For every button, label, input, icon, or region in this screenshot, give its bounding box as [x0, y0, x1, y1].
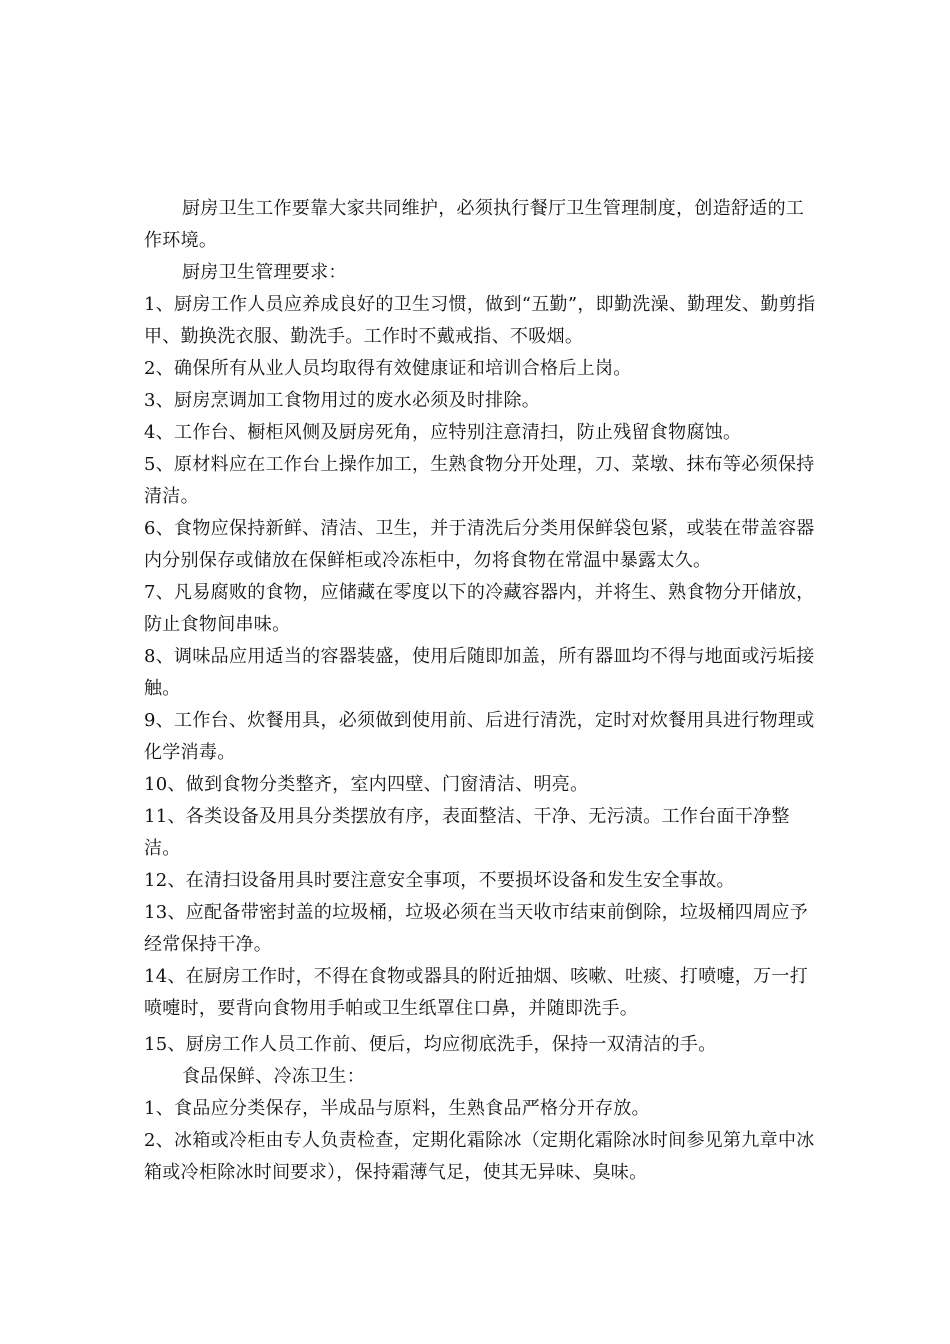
- list-item: 11、各类设备及用具分类摆放有序，表面整洁、干净、无污渍。工作台面干净整洁。: [144, 806, 790, 859]
- list-item: 5、原材料应在工作台上操作加工，生熟食物分开处理，刀、菜墩、抹布等必须保持清洁。: [144, 454, 815, 507]
- list-item: 12、在清扫设备用具时要注意安全事项，不要损坏设备和发生安全事故。: [144, 870, 735, 891]
- list-item: 6、食物应保持新鲜、清洁、卫生，并于清洗后分类用保鲜袋包紧，或装在带盖容器内分别保存或储放在保鲜柜或冷冻柜中，勿将食物在常温中暴露太久。: [144, 518, 815, 571]
- list-item: 8、调味品应用适当的容器装盛，使用后随即加盖，所有器皿均不得与地面或污垢接触。: [144, 646, 815, 699]
- intro-paragraph: 厨房卫生工作要靠大家共同维护，必须执行餐厅卫生管理制度，创造舒适的工作环境。: [144, 198, 805, 251]
- list-item: 4、工作台、橱柜风侧及厨房死角，应特别注意清扫，防止残留食物腐蚀。: [144, 422, 742, 443]
- list-item: 15、厨房工作人员工作前、便后，均应彻底洗手，保持一双清洁的手。: [144, 1034, 717, 1055]
- list-item: 1、厨房工作人员应养成良好的卫生习惯，做到“五勤”，即勤洗澡、勤理发、勤剪指甲、勤换洗衣服、勤洗手。工作时不戴戒指、不吸烟。: [144, 294, 816, 347]
- list-item: 14、在厨房工作时，不得在食物或器具的附近抽烟、咳嗽、吐痰、打喷嚏，万一打喷嚏时，要背向食物用手帕或卫生纸罩住口鼻，并随即洗手。: [144, 966, 809, 1019]
- list-item: 2、确保所有从业人员均取得有效健康证和培训合格后上岗。: [144, 358, 632, 379]
- section-heading-food-storage: 食品保鲜、冷冻卫生：: [182, 1066, 365, 1087]
- list-item: 1、食品应分类保存，半成品与原料，生熟食品严格分开存放。: [144, 1098, 650, 1119]
- list-item: 7、凡易腐败的食物，应储藏在零度以下的冷藏容器内，并将生、熟食物分开储放，防止食物间串味。: [144, 582, 815, 635]
- list-item: 13、应配备带密封盖的垃圾桶，垃圾必须在当天收市结束前倒除，垃圾桶四周应予经常保持干净。: [144, 902, 809, 955]
- section-heading-kitchen-hygiene: 厨房卫生管理要求：: [182, 262, 347, 283]
- list-item: 2、冰箱或冷柜由专人负责检查，定期化霜除冰（定期化霜除冰时间参见第九章中冰箱或冷柜除冰时间要求），保持霜薄气足，使其无异味、臭味。: [144, 1130, 815, 1183]
- list-item: 9、工作台、炊餐用具，必须做到使用前、后进行清洗，定时对炊餐用具进行物理或化学消毒。: [144, 710, 815, 763]
- list-item: 10、做到食物分类整齐，室内四壁、门窗清洁、明亮。: [144, 774, 589, 795]
- document-body: [144, 193, 820, 1189]
- list-item: 3、厨房烹调加工食物用过的废水必须及时排除。: [144, 390, 541, 411]
